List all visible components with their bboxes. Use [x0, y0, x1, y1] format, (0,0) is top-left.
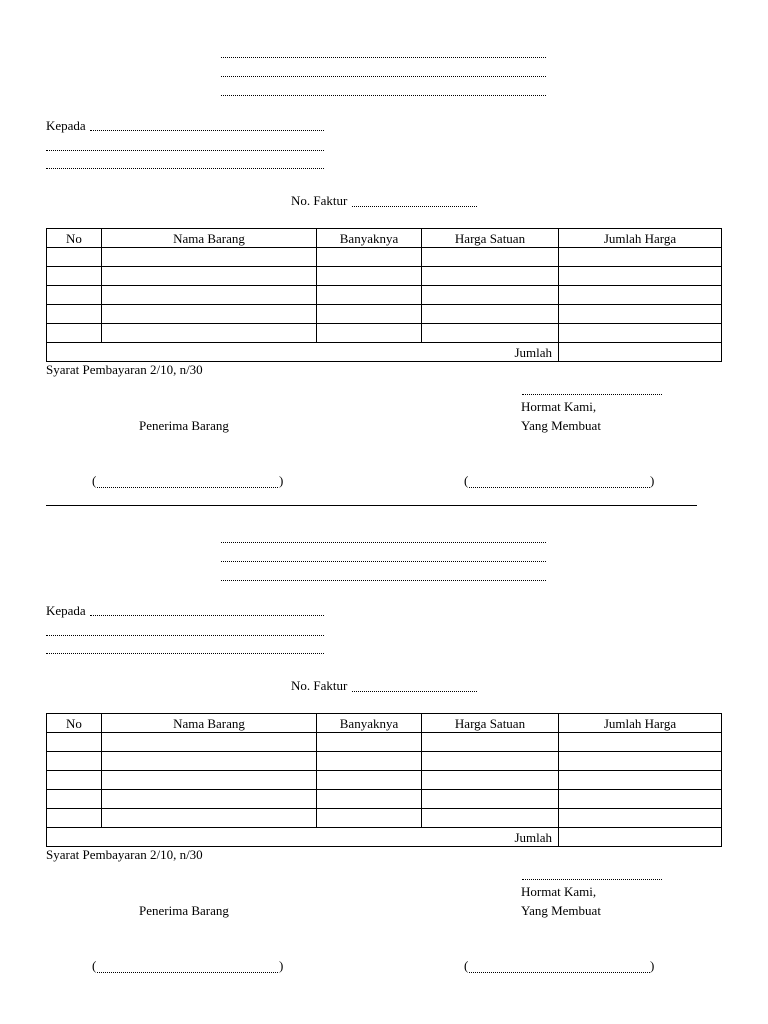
col-harga-satuan: Harga Satuan: [422, 229, 559, 248]
col-banyaknya: Banyaknya: [317, 714, 422, 733]
faktur-label: No. Faktur: [291, 193, 348, 208]
table-header-row: [47, 229, 722, 248]
receiver-paren-close: ): [279, 473, 284, 488]
table-row[interactable]: [47, 267, 722, 286]
payment-terms: Syarat Pembayaran 2/10, n/30: [46, 847, 203, 862]
sender-line-2[interactable]: [221, 561, 546, 562]
total-row: [47, 343, 722, 362]
date-line[interactable]: [522, 394, 662, 395]
maker-paren-close: ): [650, 958, 655, 973]
hormat-kami: Hormat Kami,: [521, 884, 597, 899]
table-row[interactable]: [47, 771, 722, 790]
faktur-number-line[interactable]: [352, 206, 477, 207]
total-label: Jumlah: [47, 343, 559, 362]
maker-paren-open: (: [464, 473, 469, 488]
sender-line-1[interactable]: [221, 542, 546, 543]
maker-paren-close: ): [650, 473, 655, 488]
table-header-row: [47, 714, 722, 733]
table-row[interactable]: [47, 305, 722, 324]
col-no: No: [47, 714, 102, 733]
yang-membuat: Yang Membuat: [521, 418, 601, 433]
table-row[interactable]: [47, 733, 722, 752]
sender-line-2[interactable]: [221, 76, 546, 77]
col-nama-barang: Nama Barang: [102, 714, 317, 733]
total-row: [47, 828, 722, 847]
payment-terms: Syarat Pembayaran 2/10, n/30: [46, 362, 203, 377]
table-row[interactable]: [47, 752, 722, 771]
table-row[interactable]: [47, 324, 722, 343]
total-value-cell[interactable]: [559, 828, 722, 847]
col-jumlah-harga: Jumlah Harga: [559, 229, 722, 248]
hormat-kami: Hormat Kami,: [521, 399, 597, 414]
invoice-form-1: [0, 0, 768, 500]
penerima-barang: Penerima Barang: [139, 418, 229, 433]
table-row[interactable]: [47, 248, 722, 267]
sender-line-3[interactable]: [221, 580, 546, 581]
col-banyaknya: Banyaknya: [317, 229, 422, 248]
invoice-table: [46, 713, 722, 847]
total-label: Jumlah: [47, 828, 559, 847]
sender-line-3[interactable]: [221, 95, 546, 96]
col-nama-barang: Nama Barang: [102, 229, 317, 248]
table-row[interactable]: [47, 790, 722, 809]
col-harga-satuan: Harga Satuan: [422, 714, 559, 733]
faktur-number-line[interactable]: [352, 691, 477, 692]
kepada-line-1[interactable]: [90, 130, 324, 131]
col-jumlah-harga: Jumlah Harga: [559, 714, 722, 733]
receiver-paren-open: (: [92, 473, 97, 488]
maker-paren-open: (: [464, 958, 469, 973]
receiver-paren-open: (: [92, 958, 97, 973]
yang-membuat: Yang Membuat: [521, 903, 601, 918]
kepada-line-2[interactable]: [46, 635, 324, 636]
kepada-label: Kepada: [46, 603, 86, 618]
col-no: No: [47, 229, 102, 248]
kepada-line-2[interactable]: [46, 150, 324, 151]
sender-line-1[interactable]: [221, 57, 546, 58]
table-row[interactable]: [47, 286, 722, 305]
kepada-line-3[interactable]: [46, 653, 324, 654]
invoice-form-2: [0, 485, 768, 985]
receiver-paren-close: ): [279, 958, 284, 973]
invoice-table: [46, 228, 722, 362]
receiver-signature-line[interactable]: [97, 972, 278, 973]
table-row[interactable]: [47, 809, 722, 828]
maker-signature-line[interactable]: [469, 972, 650, 973]
penerima-barang: Penerima Barang: [139, 903, 229, 918]
faktur-label: No. Faktur: [291, 678, 348, 693]
kepada-line-3[interactable]: [46, 168, 324, 169]
total-value-cell[interactable]: [559, 343, 722, 362]
kepada-label: Kepada: [46, 118, 86, 133]
kepada-line-1[interactable]: [90, 615, 324, 616]
date-line[interactable]: [522, 879, 662, 880]
